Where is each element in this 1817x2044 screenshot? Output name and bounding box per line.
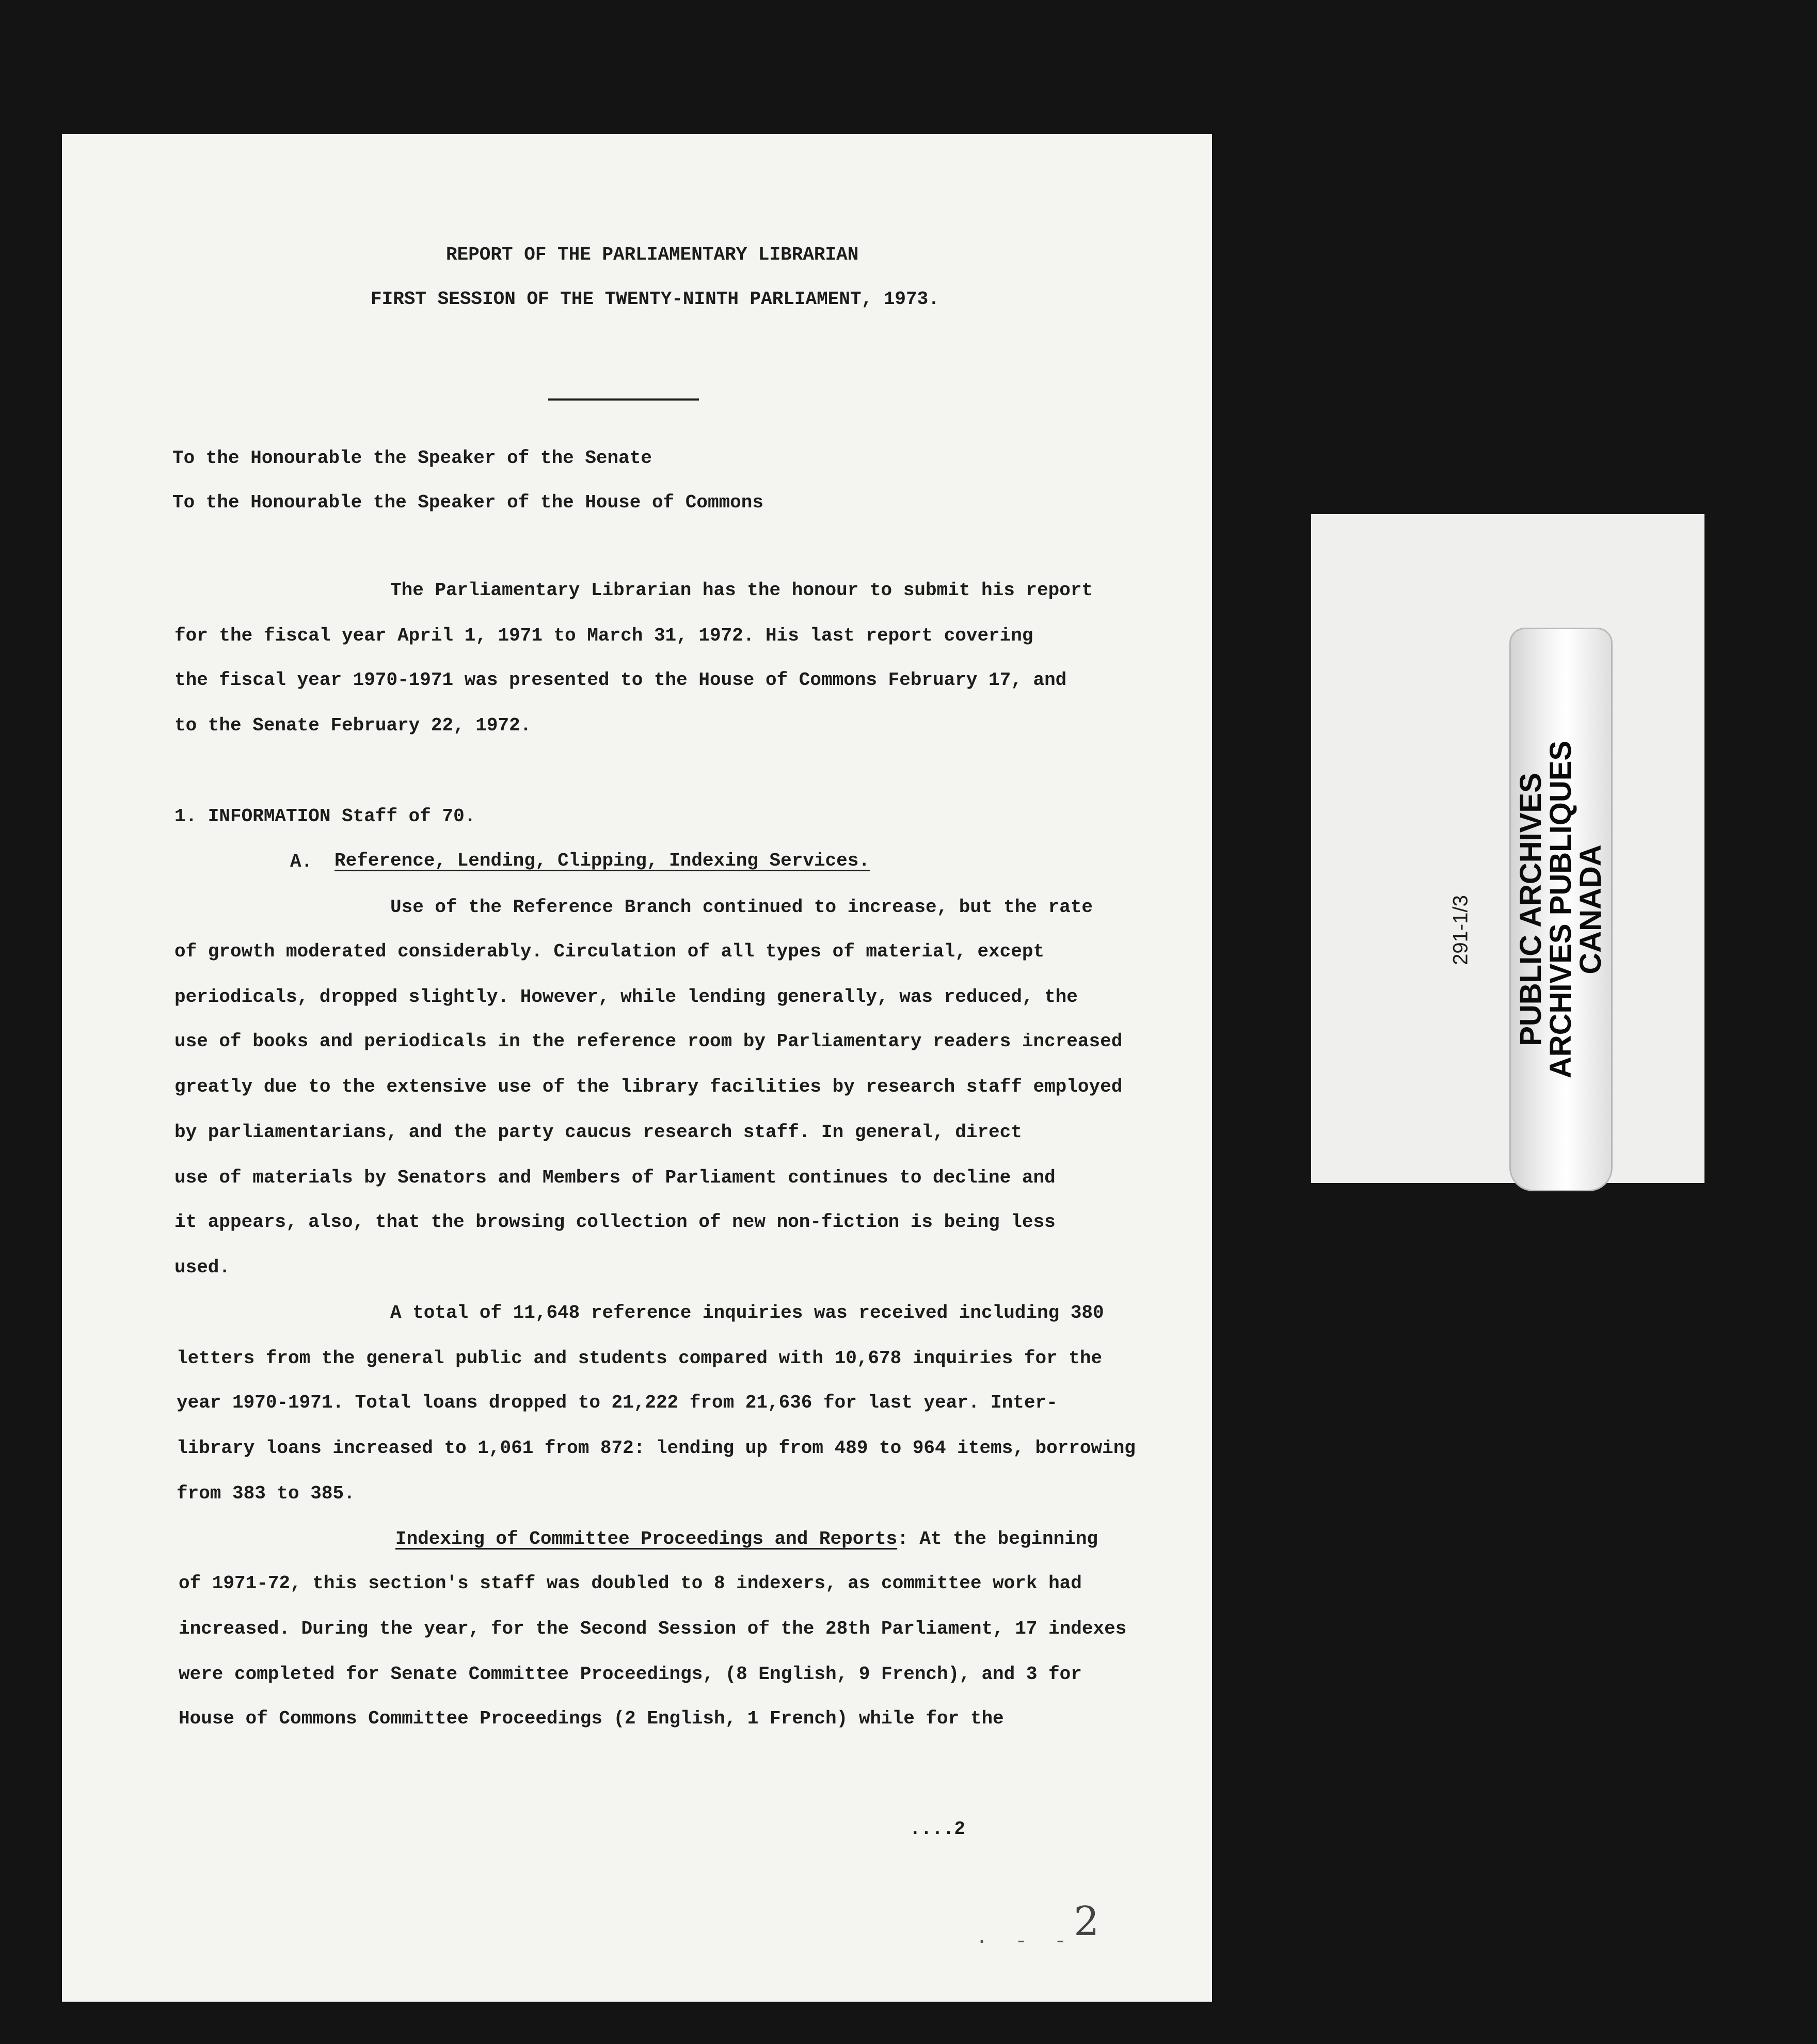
intro-line: to the Senate February 22, 1972.: [174, 715, 532, 736]
paragraph-line: it appears, also, that the browsing collection of new non-fiction is being less: [174, 1211, 1056, 1233]
subsection-title: Reference, Lending, Clipping, Indexing Services.: [334, 850, 870, 871]
scan-specks: · - -: [976, 1930, 1074, 1954]
paragraph-line: increased. During the year, for the Second Session of the 28th Parliament, 17 indexes: [179, 1618, 1127, 1639]
paragraph-line: by parliamentarians, and the party caucus research staff. In general, direct: [174, 1122, 1022, 1143]
section-heading: 1. INFORMATION Staff of 70.: [174, 806, 476, 827]
stamp-line-french: ARCHIVES PUBLIQUES: [1544, 740, 1577, 1079]
paragraph-line: periodicals, dropped slightly. However, while lending generally, was reduced, the: [174, 986, 1078, 1008]
document-page: [62, 134, 1212, 2002]
paragraph-line: of growth moderated considerably. Circulation of all types of material, except: [174, 941, 1045, 962]
paragraph-line: House of Commons Committee Proceedings (2 English, 1 French) while for the: [179, 1708, 1004, 1729]
intro-line: the fiscal year 1970-1971 was presented to the House of Commons February 17, and: [174, 669, 1067, 691]
intro-line: for the fiscal year April 1, 1971 to March 31, 1972. His last report covering: [174, 625, 1033, 646]
archives-stamp: [1509, 628, 1613, 1191]
paragraph-line: use of materials by Senators and Members of Parliament continues to decline and: [174, 1167, 1056, 1188]
paragraph-line: greatly due to the extensive use of the library facilities by research staff employed: [174, 1076, 1123, 1097]
paragraph-line: from 383 to 385.: [177, 1483, 355, 1504]
subsection-marker: A.: [290, 851, 313, 872]
title-divider: [548, 398, 699, 401]
continuation-marker: ....2: [910, 1818, 966, 1840]
addressee-senate: To the Honourable the Speaker of the Senate: [172, 448, 652, 469]
intro-line: The Parliamentary Librarian has the honour to submit his report: [390, 580, 1093, 601]
stamp-text: [1516, 698, 1606, 1121]
document-text: [62, 134, 1212, 2002]
stamp-line-country: CANADA: [1574, 844, 1607, 975]
paragraph-first-line: [395, 1528, 1098, 1551]
stamp-line-english: PUBLIC ARCHIVES: [1514, 773, 1548, 1046]
paragraph-line: Use of the Reference Branch continued to increase, but the rate: [390, 897, 1093, 918]
paragraph-line: use of books and periodicals in the reference room by Parliamentary readers increased: [174, 1031, 1123, 1052]
page-number: 2: [1074, 1898, 1099, 1945]
paragraph-line: A total of 11,648 reference inquiries was received including 380: [390, 1302, 1104, 1323]
indexing-heading: Indexing of Committee Proceedings and Reports: [395, 1528, 898, 1550]
report-title: REPORT OF THE PARLIAMENTARY LIBRARIAN: [446, 244, 859, 265]
addressee-commons: To the Honourable the Speaker of the House of Commons: [172, 492, 763, 513]
archive-card: [1311, 514, 1704, 1183]
paragraph-line: library loans increased to 1,061 from 872: lending up from 489 to 964 items, borrowing: [177, 1438, 1136, 1459]
paragraph-line: used.: [174, 1257, 231, 1278]
paragraph-line: were completed for Senate Committee Proceedings, (8 English, 9 French), and 3 for: [179, 1664, 1082, 1685]
paragraph-line: letters from the general public and students compared with 10,678 inquiries for the: [177, 1348, 1103, 1369]
session-title: FIRST SESSION OF THE TWENTY-NINTH PARLIAMENT, 1973.: [371, 289, 939, 310]
indexing-heading-rest: : At the beginning: [897, 1528, 1098, 1550]
paragraph-line: of 1971-72, this section's staff was doubled to 8 indexers, as committee work had: [179, 1573, 1082, 1594]
paragraph-line: year 1970-1971. Total loans dropped to 21,222 from 21,636 for last year. Inter-: [177, 1392, 1058, 1413]
archive-reference-code: 291-1/3: [1449, 895, 1472, 965]
